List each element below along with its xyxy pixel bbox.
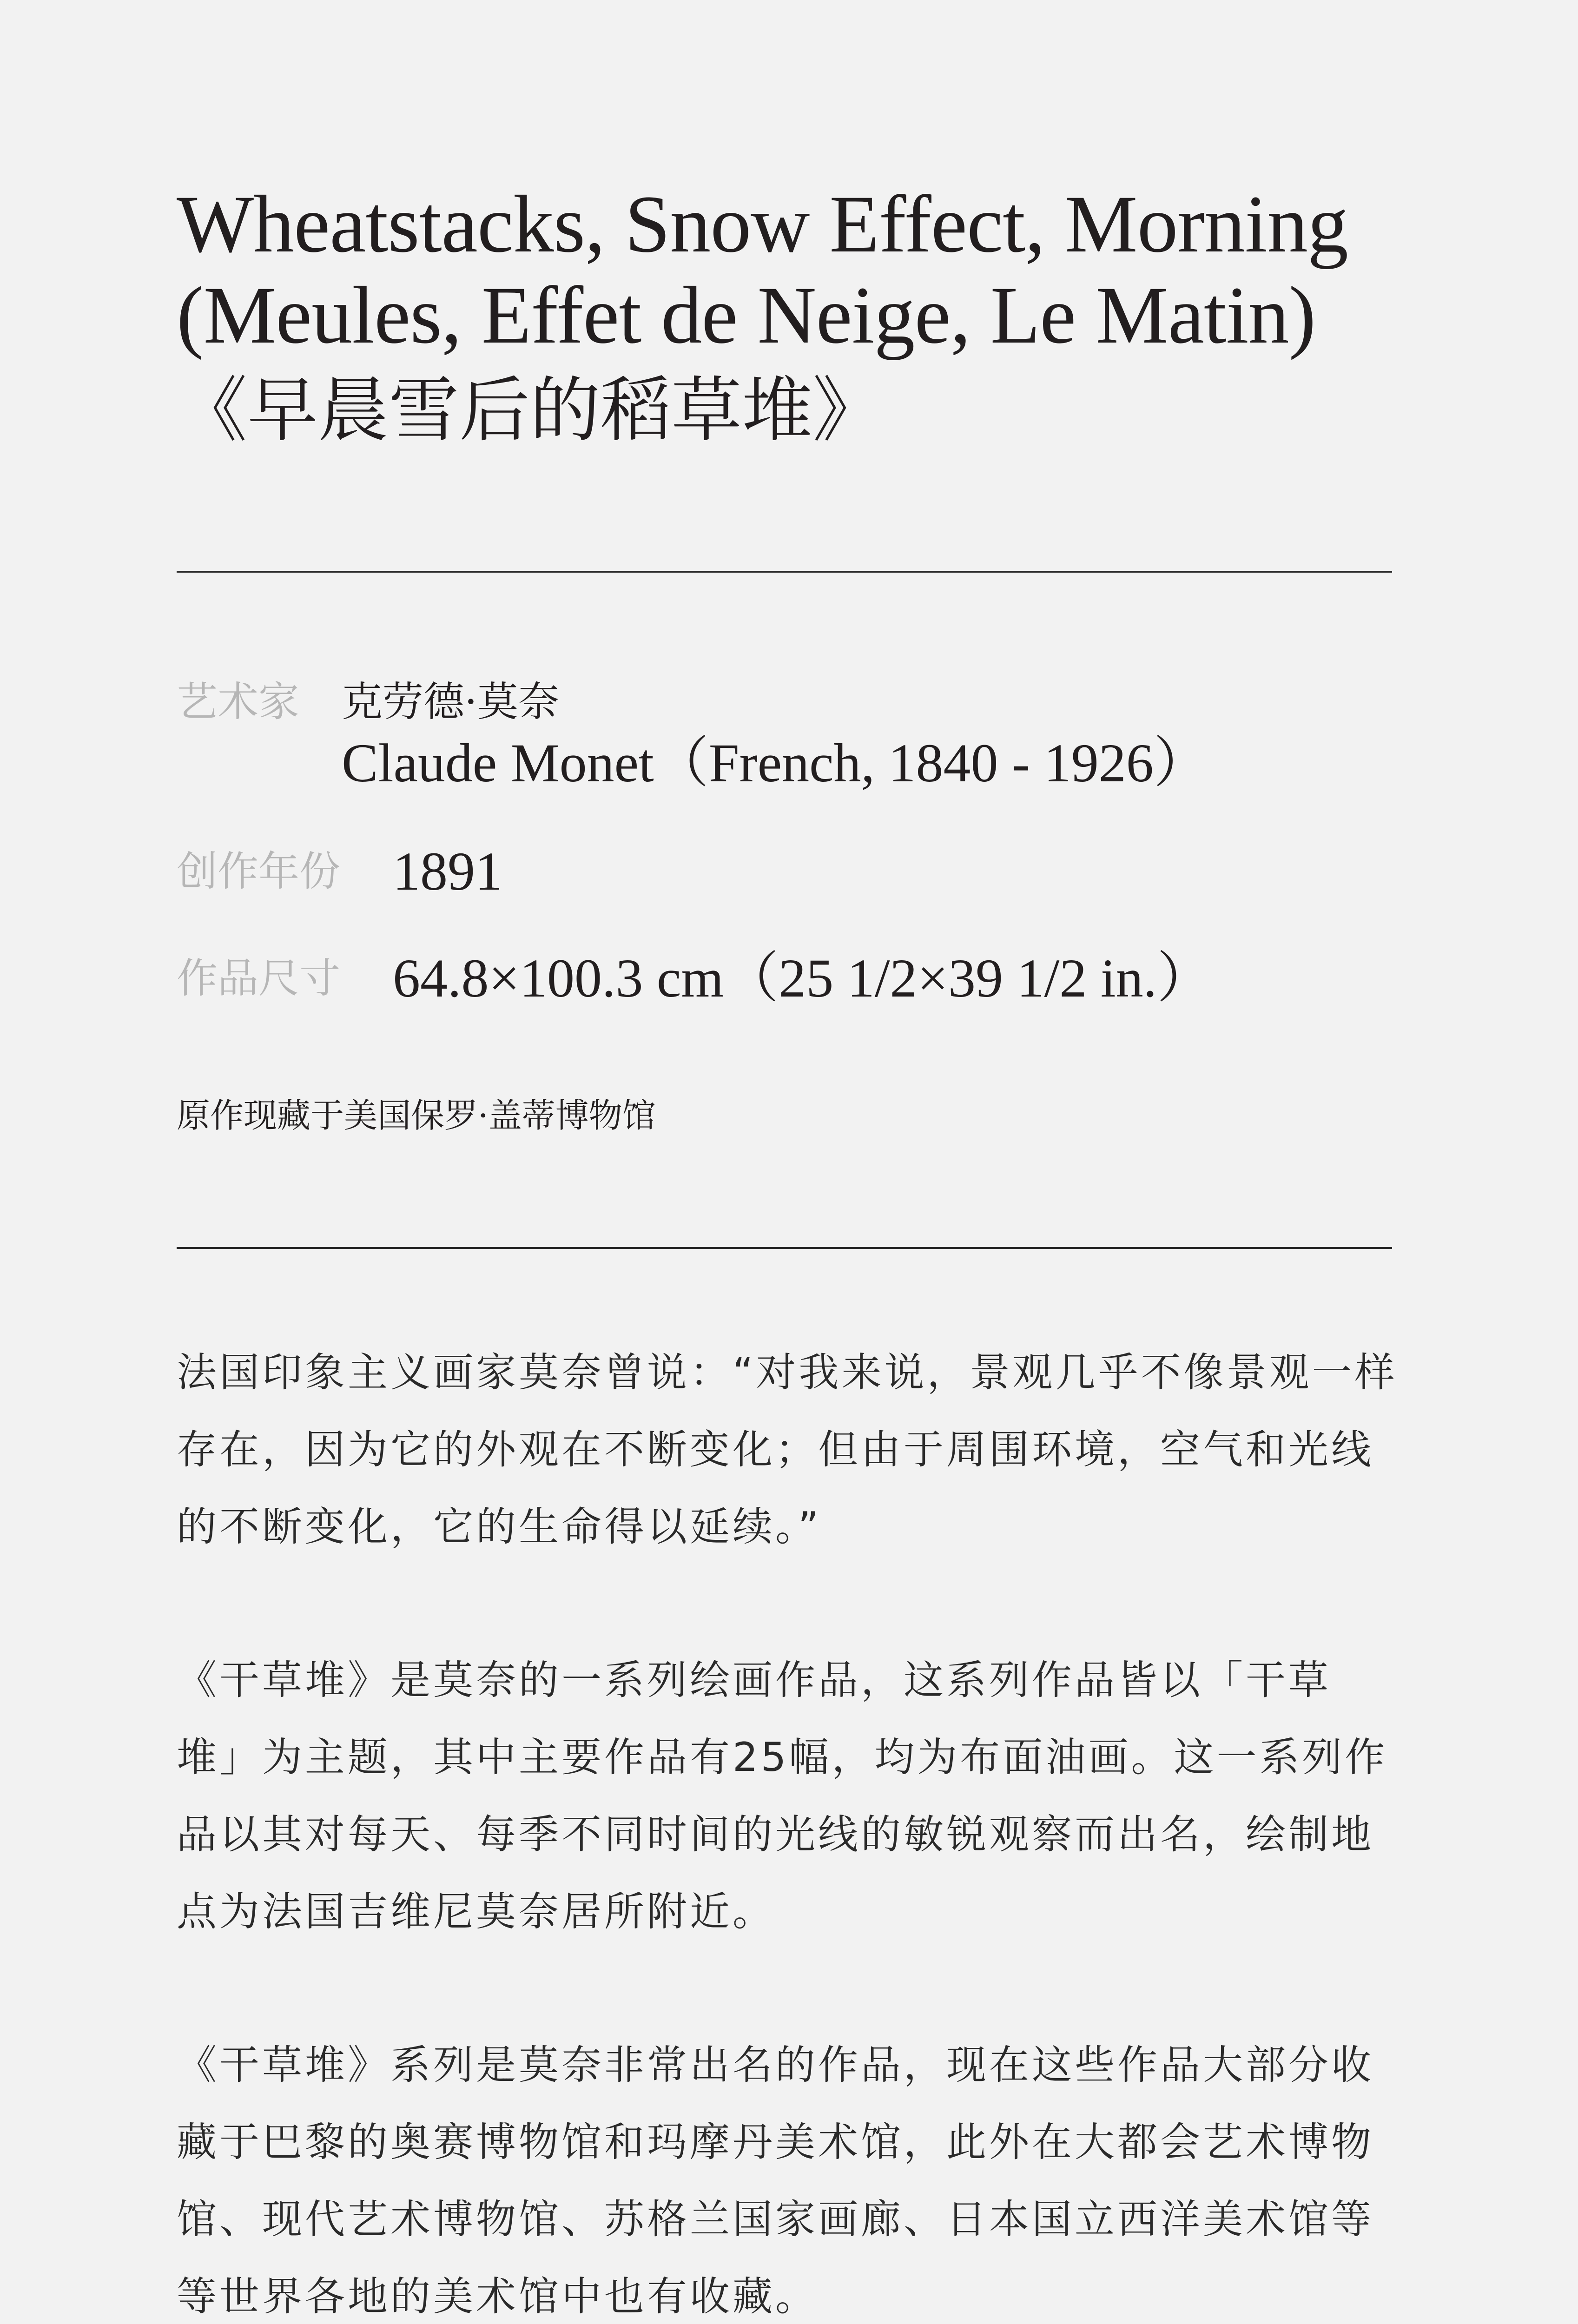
artist-value [342, 672, 1208, 794]
divider-top [177, 571, 1392, 573]
paragraph-line: 品以其对每天、每季不同时间的光线的敏锐观察而出名，绘制地 [177, 1811, 1374, 1858]
paragraph-line: 点为法国吉维尼莫奈居所附近。 [177, 1888, 775, 1935]
paragraph-1 [177, 1334, 1408, 1565]
paragraph-line: 堆」为主题，其中主要作品有25幅，均为布面油画。这一系列作 [177, 1734, 1388, 1781]
artist-row [177, 672, 1208, 794]
paragraph-3 [177, 2027, 1408, 2324]
title-english-line-2: (Meules, Effet de Neige, Le Matin) [177, 270, 1316, 361]
paragraph-line: 《干草堆》系列是莫奈非常出名的作品，现在这些作品大部分收 [177, 2042, 1374, 2088]
paragraph-line: 存在，因为它的外观在不断变化；但由于周围环境，空气和光线 [177, 1426, 1374, 1473]
paragraph-line: 等世界各地的美术馆中也有收藏。 [177, 2273, 818, 2320]
artwork-title [177, 179, 1408, 457]
size-value: 64.8×100.3 cm（25 1/2×39 1/2 in.） [393, 948, 1212, 1009]
paragraph-line: 的不断变化，它的生命得以延续。” [177, 1504, 822, 1550]
size-row [177, 944, 1212, 1013]
paragraph-2 [177, 1642, 1408, 1950]
year-label: 创作年份 [177, 847, 341, 895]
artist-name-chinese: 克劳德·莫奈 [342, 678, 559, 726]
artist-name-english: Claude Monet（French, 1840 - 1926） [342, 733, 1208, 793]
paragraph-line: 馆、现代艺术博物馆、苏格兰国家画廊、日本国立西洋美术馆等 [177, 2196, 1374, 2243]
paragraph-line: 法国印象主义画家莫奈曾说：“对我来说，景观几乎不像景观一样 [177, 1349, 1398, 1396]
paragraph-line: 《干草堆》是莫奈的一系列绘画作品，这系列作品皆以「干草 [177, 1657, 1331, 1703]
size-label: 作品尺寸 [177, 954, 341, 1002]
divider-bottom [177, 1247, 1392, 1249]
title-english-line-1: Wheatstacks, Snow Effect, Morning [177, 179, 1348, 270]
paragraph-line: 藏于巴黎的奥赛博物馆和玛摩丹美术馆，此外在大都会艺术博物 [177, 2119, 1374, 2166]
title-chinese: 《早晨雪后的稻草堆》 [177, 369, 883, 451]
year-value: 1891 [393, 841, 502, 902]
year-row [177, 837, 502, 906]
collection-note: 原作现藏于美国保罗·盖蒂博物馆 [177, 1096, 656, 1135]
artist-label: 艺术家 [177, 678, 300, 726]
